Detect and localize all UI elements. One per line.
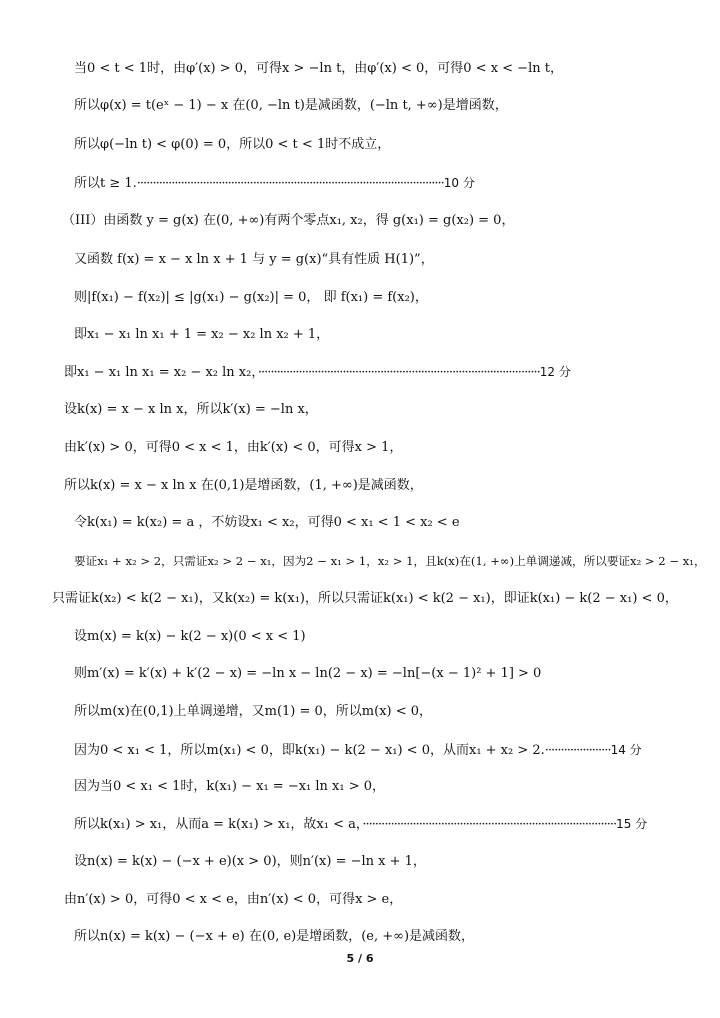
proof-line-with-score: 即x₁ − x₁ ln x₁ = x₂ − x₂ ln x₂，··························································································12 分: [64, 365, 571, 380]
proof-line-with-score: 因为0 < x₁ < 1，所以m(x₁) < 0，即k(x₁) − k(2 − x₁) < 0，从而x₁ + x₂ > 2.·····················14 分: [74, 743, 642, 758]
proof-line-with-score: 所以k(x₁) > x₁，从而a = k(x₁) > x₁，故x₁ < a，·················································································15 分: [74, 817, 648, 832]
proof-line: 所以φ(x) = t(eˣ − 1) − x 在(0, −ln t)是减函数，(−ln t, +∞)是增函数，: [74, 98, 508, 113]
proof-line: 由k′(x) > 0，可得0 < x < 1，由k′(x) < 0，可得x > 1，: [64, 440, 403, 455]
leader-dots: ··························································································: [257, 365, 540, 380]
score-marker: 10 分: [443, 176, 475, 190]
proof-line: 所以φ(−ln t) < φ(0) = 0，所以0 < t < 1时不成立，: [74, 137, 391, 152]
proof-line: （III）由函数 y = g(x) 在(0, +∞)有两个零点x₁, x₂，得 g(x₁) = g(x₂) = 0，: [62, 213, 515, 228]
proof-line: 当0 < t < 1时，由φ′(x) > 0，可得x > −ln t，由φ′(x) < 0，可得0 < x < −ln t，: [74, 61, 563, 76]
score-marker: 12 分: [539, 365, 571, 379]
proof-line: 要证x₁ + x₂ > 2，只需证x₂ > 2 − x₁，因为2 − x₁ > 1，x₂ > 1，且k(x)在(1, +∞)上单调递减，所以要证x₂ > 2 − x₁，: [74, 554, 706, 568]
proof-line: 则m′(x) = k′(x) + k′(2 − x) = −ln x − ln(2 − x) = −ln[−(x − 1)² + 1] > 0: [74, 666, 542, 681]
score-marker: 15 分: [616, 817, 648, 831]
proof-line: 只需证k(x₂) < k(2 − x₁)，又k(x₂) = k(x₁)，所以只需证k(x₁) < k(2 − x₁)，即证k(x₁) − k(2 − x₁) < 0，: [52, 591, 678, 606]
proof-line: 设m(x) = k(x) − k(2 − x)(0 < x < 1): [74, 629, 306, 644]
proof-line-with-score: 所以t ≥ 1.··································································································10 分: [74, 176, 475, 191]
leader-dots: ·····················: [544, 743, 611, 758]
leader-dots: ··································································································: [136, 176, 444, 191]
leader-dots: ·················································································: [362, 817, 617, 832]
proof-line: 设n(x) = k(x) − (−x + e)(x > 0)，则n′(x) = −ln x + 1，: [74, 854, 426, 869]
proof-line: 所以k(x) = x − x ln x 在(0,1)是增函数，(1, +∞)是减函数，: [64, 478, 423, 493]
proof-line: 所以n(x) = k(x) − (−x + e) 在(0, e)是增函数，(e, +∞)是减函数，: [74, 929, 475, 944]
proof-line: 设k(x) = x − x ln x，所以k′(x) = −ln x，: [64, 402, 318, 417]
proof-line: 因为当0 < x₁ < 1时，k(x₁) − x₁ = −x₁ ln x₁ > 0，: [74, 779, 386, 794]
proof-line: 又函数 f(x) = x − x ln x + 1 与 y = g(x)“具有性质 H(1)”，: [74, 252, 434, 267]
proof-line: 由n′(x) > 0，可得0 < x < e，由n′(x) < 0，可得x > e，: [64, 892, 403, 907]
proof-line: 所以m(x)在(0,1)上单调递增，又m(1) = 0，所以m(x) < 0，: [74, 704, 433, 719]
proof-line: 令k(x₁) = k(x₂) = a ，不妨设x₁ < x₂，可得0 < x₁ < 1 < x₂ < e: [74, 515, 460, 530]
page-number: 5 / 6: [346, 952, 374, 965]
score-marker: 14 分: [610, 743, 642, 757]
proof-line: 则|f(x₁) − f(x₂)| ≤ |g(x₁) − g(x₂)| = 0， 即 f(x₁) = f(x₂)，: [74, 290, 428, 305]
proof-line: 即x₁ − x₁ ln x₁ + 1 = x₂ − x₂ ln x₂ + 1，: [74, 327, 330, 342]
